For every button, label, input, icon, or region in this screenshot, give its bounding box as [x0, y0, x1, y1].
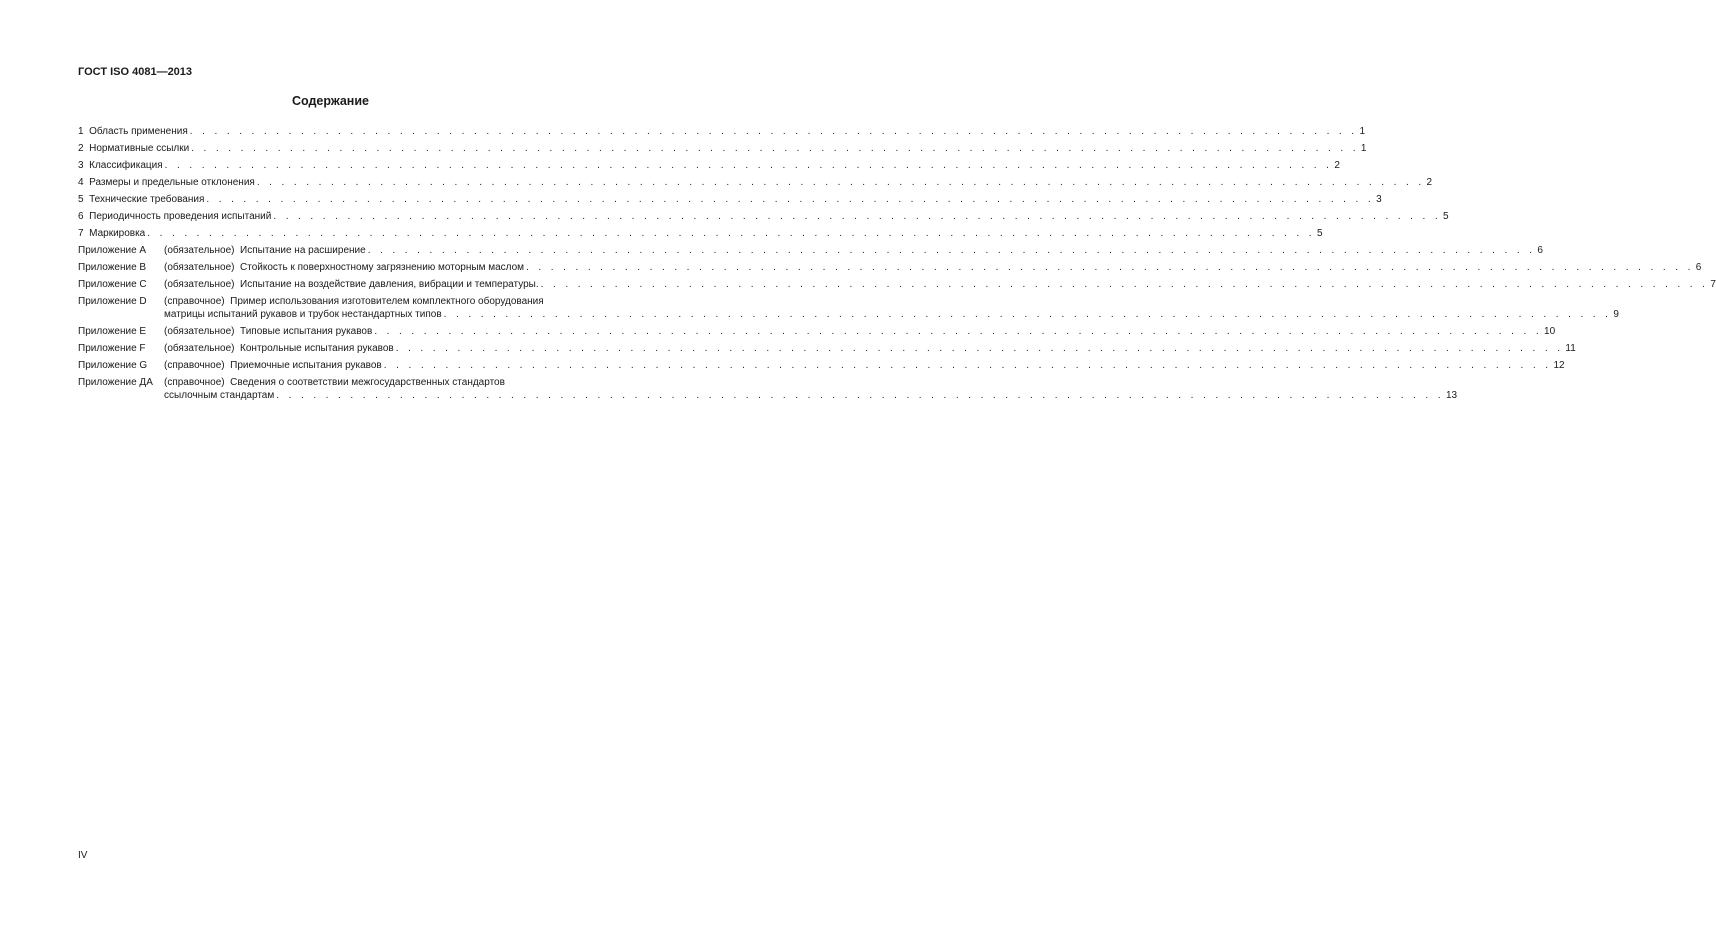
- appendix-title-continued: ссылочным стандартам: [164, 390, 275, 401]
- page-number: 10: [1544, 326, 1556, 337]
- appendix-label: Приложение C: [78, 279, 147, 290]
- toc-title: Содержание: [291, 94, 369, 108]
- page-number: 2: [1334, 160, 1340, 171]
- page-number: 6: [1695, 262, 1702, 273]
- appendix-label: Приложение D: [78, 296, 147, 307]
- toc-entry-appendix-da[interactable]: [78, 376, 1458, 402]
- dot-leader: [374, 323, 1542, 340]
- dot-leader: [257, 174, 1425, 191]
- appendix-title-continued: матрицы испытаний рукавов и трубок нестандартных типов: [164, 309, 442, 320]
- toc-entry-section-1[interactable]: [78, 123, 1366, 140]
- page-number: 5: [1316, 228, 1323, 239]
- appendix-label: Приложение G: [78, 360, 148, 371]
- appendix-title: Испытание на расширение: [240, 245, 366, 256]
- appendix-title: Типовые испытания рукавов: [240, 326, 373, 337]
- appendix-kind: (обязательное): [164, 262, 235, 273]
- toc-entry-appendix-d[interactable]: [78, 295, 1619, 321]
- appendix-kind: (справочное): [164, 360, 225, 371]
- appendix-kind: (обязательное): [164, 245, 235, 256]
- document-code: ГОСТ ISO 4081—2013: [78, 66, 193, 78]
- toc-entry-section-4[interactable]: [78, 174, 1433, 191]
- dot-leader: [526, 259, 1694, 276]
- appendix-label: Приложение ДА: [78, 377, 153, 388]
- section-title: Периодичность проведения испытаний: [89, 211, 272, 222]
- dot-leader: [396, 340, 1564, 357]
- section-title: Область применения: [89, 126, 188, 137]
- dot-leader: [273, 208, 1441, 225]
- page-number-roman: IV: [78, 850, 88, 861]
- toc-entry-appendix-e[interactable]: [78, 323, 1556, 340]
- section-title: Классификация: [89, 160, 163, 171]
- toc-entry-section-5[interactable]: [78, 191, 1382, 208]
- page-number: 7: [1710, 279, 1716, 290]
- appendix-kind: (справочное): [164, 377, 225, 388]
- dot-leader: [190, 123, 1358, 140]
- dot-leader: [541, 276, 1709, 293]
- section-number: 1: [78, 126, 84, 137]
- toc-entry-appendix-b[interactable]: [78, 259, 1702, 276]
- dot-leader: [444, 308, 1612, 321]
- appendix-title: Сведения о соответствии межгосударственных стандартов: [230, 377, 505, 388]
- section-number: 6: [78, 211, 84, 222]
- appendix-label: Приложение A: [78, 245, 147, 256]
- page-number: 12: [1553, 360, 1565, 371]
- section-title: Нормативные ссылки: [89, 143, 190, 154]
- appendix-label: Приложение E: [78, 326, 147, 337]
- appendix-title: Приемочные испытания рукавов: [230, 360, 382, 371]
- dot-leader: [165, 157, 1333, 174]
- appendix-kind: (справочное): [164, 296, 225, 307]
- dot-leader: [368, 242, 1536, 259]
- toc-entry-section-6[interactable]: [78, 208, 1449, 225]
- section-number: 7: [78, 228, 84, 239]
- toc-entry-appendix-a[interactable]: [78, 242, 1543, 259]
- page-number: 9: [1613, 309, 1619, 320]
- toc-entry-appendix-g[interactable]: [78, 357, 1565, 374]
- section-number: 3: [78, 160, 84, 171]
- page-number: 1: [1360, 143, 1367, 154]
- dot-leader: [384, 357, 1552, 374]
- page-number: 3: [1376, 194, 1382, 205]
- appendix-label: Приложение F: [78, 343, 146, 354]
- table-of-contents: [78, 123, 1716, 404]
- toc-entry-appendix-f[interactable]: [78, 340, 1576, 357]
- dot-leader: [191, 140, 1359, 157]
- section-title: Размеры и предельные отклонения: [89, 177, 255, 188]
- page-number: 11: [1565, 343, 1576, 354]
- section-number: 2: [78, 143, 84, 154]
- appendix-title: Пример использования изготовителем комплектного оборудования: [230, 296, 544, 307]
- page-number: 6: [1537, 245, 1543, 256]
- toc-entry-section-3[interactable]: [78, 157, 1340, 174]
- appendix-label: Приложение B: [78, 262, 147, 273]
- appendix-title: Испытание на воздействие давления, вибрации и температуры.: [240, 279, 539, 290]
- section-number: 4: [78, 177, 84, 188]
- page-number: 5: [1443, 211, 1449, 222]
- appendix-kind: (обязательное): [164, 343, 235, 354]
- dot-leader: [147, 225, 1315, 242]
- appendix-kind: (обязательное): [164, 279, 235, 290]
- page-number: 1: [1359, 126, 1366, 137]
- appendix-title: Стойкость к поверхностному загрязнению моторным маслом: [240, 262, 525, 273]
- toc-entry-section-2[interactable]: [78, 140, 1367, 157]
- appendix-title: Контрольные испытания рукавов: [240, 343, 394, 354]
- toc-entry-section-7[interactable]: [78, 225, 1323, 242]
- section-number: 5: [78, 194, 84, 205]
- section-title: Маркировка: [89, 228, 146, 239]
- page-number: 13: [1445, 390, 1458, 401]
- appendix-kind: (обязательное): [164, 326, 235, 337]
- toc-entry-appendix-c[interactable]: [78, 276, 1716, 293]
- section-title: Технические требования: [89, 194, 205, 205]
- dot-leader: [206, 191, 1374, 208]
- dot-leader: [276, 389, 1444, 402]
- page-number: 2: [1426, 177, 1433, 188]
